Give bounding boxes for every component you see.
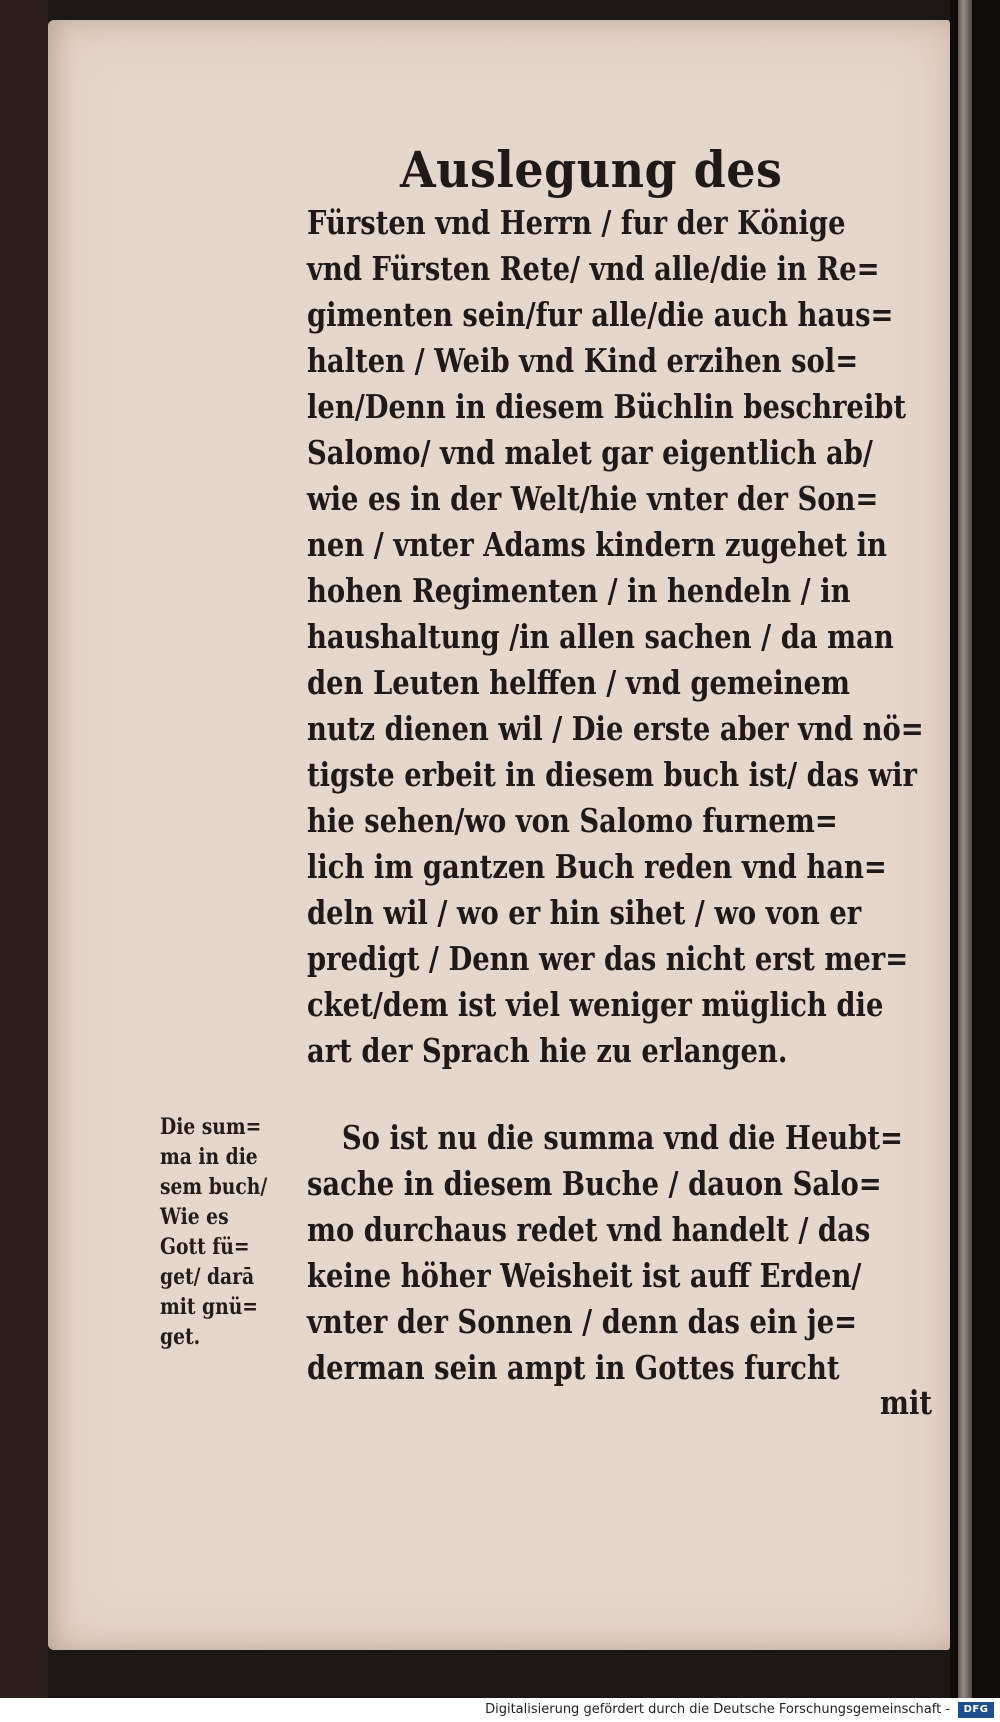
marginal-line: get/ darā <box>160 1264 255 1290</box>
text-line: cket/dem ist viel weniger müglich die <box>307 985 884 1024</box>
text-line: hie sehen/wo von Salomo furnem= <box>307 801 838 840</box>
text-line: Fürsten vnd Herrn / fur der Könige <box>307 203 846 242</box>
text-line: nen / vnter Adams kindern zugehet in <box>307 525 887 564</box>
text-line: den Leuten helffen / vnd gemeinem <box>307 663 851 702</box>
catchword: mit <box>880 1383 933 1422</box>
marginal-line: Die sum= <box>160 1114 262 1140</box>
text-line: tigste erbeit in diesem buch ist/ das wir <box>307 755 917 794</box>
marginal-note <box>160 1112 300 1352</box>
second-paragraph <box>307 1115 987 1391</box>
text-line: hohen Regimenten / in hendeln / in <box>307 571 851 610</box>
binding-gutter <box>0 0 48 1698</box>
marginal-line: get. <box>160 1324 201 1350</box>
text-line: derman sein ampt in Gottes furcht <box>307 1348 840 1387</box>
text-line: keine höher Weisheit ist auff Erden/ <box>307 1256 862 1295</box>
text-line: art der Sprach hie zu erlangen. <box>307 1031 788 1070</box>
text-line: So ist nu die summa vnd die Heubt= <box>341 1118 903 1157</box>
marginal-line: mit gnü= <box>160 1294 258 1320</box>
text-line: len/Denn in diesem Büchlin beschreibt <box>307 387 907 426</box>
text-line: haushaltung /in allen sachen / da man <box>307 617 894 656</box>
marginal-line: Gott fü= <box>160 1234 250 1260</box>
text-line: wie es in der Welt/hie vnter der Son= <box>307 479 879 518</box>
text-line: predigt / Denn wer das nicht erst mer= <box>307 939 909 978</box>
text-line: sache in diesem Buche / dauon Salo= <box>307 1164 882 1203</box>
marginal-line: Wie es <box>160 1204 229 1230</box>
marginal-line: sem buch/ <box>160 1174 268 1200</box>
text-line: mo durchaus redet vnd handelt / das <box>307 1210 871 1249</box>
text-line: vnter der Sonnen / denn das ein je= <box>307 1302 858 1341</box>
text-line: nutz dienen wil / Die erste aber vnd nö= <box>307 709 924 748</box>
dfg-logo: DFG <box>958 1702 994 1718</box>
text-line: halten / Weib vnd Kind erzihen sol= <box>307 341 859 380</box>
text-line: Salomo/ vnd malet gar eigentlich ab/ <box>307 433 873 472</box>
text-line: vnd Fürsten Rete/ vnd alle/die in Re= <box>307 249 880 288</box>
digitization-credit: Digitalisierung gefördert durch die Deutsche Forschungsgemeinschaft - <box>485 1702 950 1717</box>
text-line: gimenten sein/fur alle/die auch haus= <box>307 295 894 334</box>
text-line: lich im gantzen Buch reden vnd han= <box>307 847 887 886</box>
running-head: Auslegung des <box>400 140 783 199</box>
text-line: deln wil / wo er hin sihet / wo von er <box>307 893 862 932</box>
main-paragraph <box>307 200 987 1074</box>
marginal-line: ma in die <box>160 1144 258 1170</box>
